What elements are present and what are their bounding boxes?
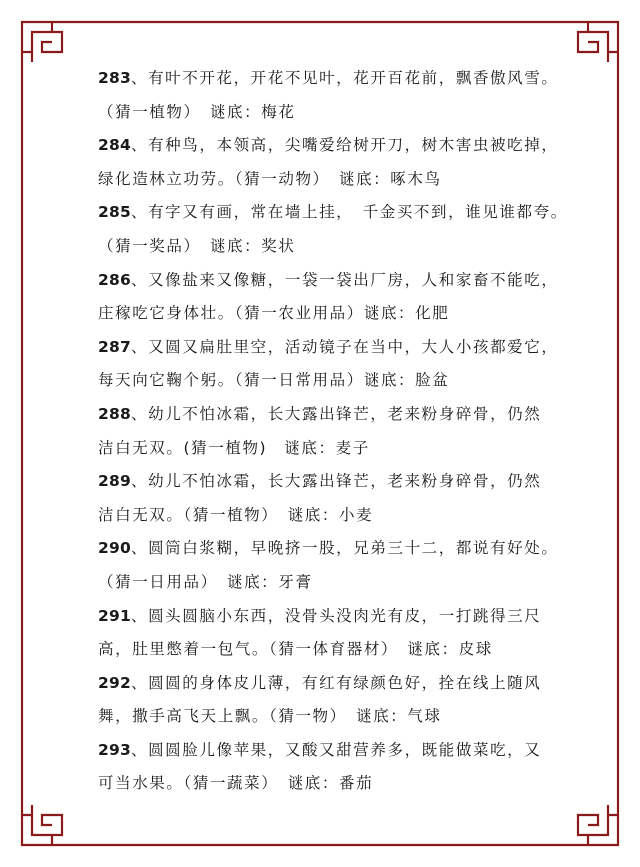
- riddle-number: 293: [98, 740, 131, 759]
- riddle-number: 284: [98, 136, 131, 155]
- riddle-answer: 绿化造林立功劳。（猜一动物） 谜底：啄木鸟: [98, 169, 442, 188]
- riddle-answer: 洁白无双。（猜一植物） 谜底：小麦: [98, 505, 374, 524]
- riddle-answer: 可当水果。（猜一蔬菜） 谜底：番茄: [98, 774, 374, 793]
- riddle-item: [98, 62, 558, 129]
- riddle-text: 、圆圆的身体皮儿薄，有红有绿颜色好，拴在线上随风: [130, 673, 542, 692]
- riddle-item: [98, 398, 558, 465]
- riddle-text: 、圆头圆脑小东西，没骨头没肉光有皮，一打跳得三尺: [130, 606, 542, 625]
- riddle-answer: （猜一植物） 谜底：梅花: [98, 102, 296, 121]
- riddle-list: [98, 62, 568, 801]
- riddle-number: 286: [98, 270, 131, 289]
- riddle-text: 、有字又有画，常在墙上挂， 千金买不到，谁见谁都夸。: [130, 203, 568, 222]
- riddle-text: 、幼儿不怕冰霜，长大露出锋芒，老来粉身碎骨，仍然: [130, 472, 542, 491]
- riddle-item: [98, 734, 558, 801]
- riddle-number: 283: [98, 69, 131, 87]
- riddle-text: 、幼儿不怕冰霜，长大露出锋芒，老来粉身碎骨，仍然: [130, 404, 542, 423]
- riddle-text: 、圆圆脸儿像苹果，又酸又甜营养多，既能做菜吃，又: [130, 740, 542, 759]
- riddle-answer: （猜一奖品） 谜底：奖状: [98, 236, 296, 255]
- riddle-number: 288: [98, 404, 131, 423]
- riddle-text: 、有种鸟，本领高，尖嘴爱给树开刀，树木害虫被吃掉，: [130, 136, 559, 155]
- riddle-item: [98, 465, 558, 532]
- riddle-item: [98, 667, 558, 734]
- riddle-answer: 高，肚里憋着一包气。（猜一体育器材） 谜底：皮球: [98, 640, 493, 659]
- riddle-number: 289: [98, 472, 131, 491]
- riddle-answer: （猜一日用品） 谜底：牙膏: [98, 572, 313, 591]
- riddle-item: [98, 264, 558, 331]
- riddle-text: 、有叶不开花，开花不见叶，花开百花前，飘香傲风雪。: [130, 69, 559, 87]
- riddle-item: [98, 532, 558, 599]
- riddle-answer: 洁白无双。(猜一植物) 谜底：麦子: [98, 438, 370, 457]
- riddle-answer: 庄稼吃它身体壮。（猜一农业用品）谜底：化肥: [98, 304, 450, 323]
- riddle-number: 287: [98, 337, 131, 356]
- riddle-answer: 舞，撒手高飞天上飘。（猜一物） 谜底：气球: [98, 707, 442, 726]
- riddle-item: [98, 600, 558, 667]
- riddle-text: 、圆筒白浆糊，早晚挤一股，兄弟三十二，都说有好处。: [130, 539, 559, 558]
- riddle-number: 290: [98, 539, 131, 558]
- riddle-number: 292: [98, 673, 131, 692]
- riddle-number: 291: [98, 606, 131, 625]
- riddle-item: [98, 129, 558, 196]
- riddle-answer: 每天向它鞠个躬。（猜一日常用品）谜底：脸盆: [98, 371, 450, 390]
- riddle-text: 、又圆又扁肚里空，活动镜子在当中，大人小孩都爱它，: [130, 337, 559, 356]
- riddle-text: 、又像盐来又像糖，一袋一袋出厂房，人和家畜不能吃，: [130, 270, 559, 289]
- riddle-number: 285: [98, 203, 131, 222]
- riddle-item: [98, 331, 558, 398]
- riddle-item: [98, 196, 568, 263]
